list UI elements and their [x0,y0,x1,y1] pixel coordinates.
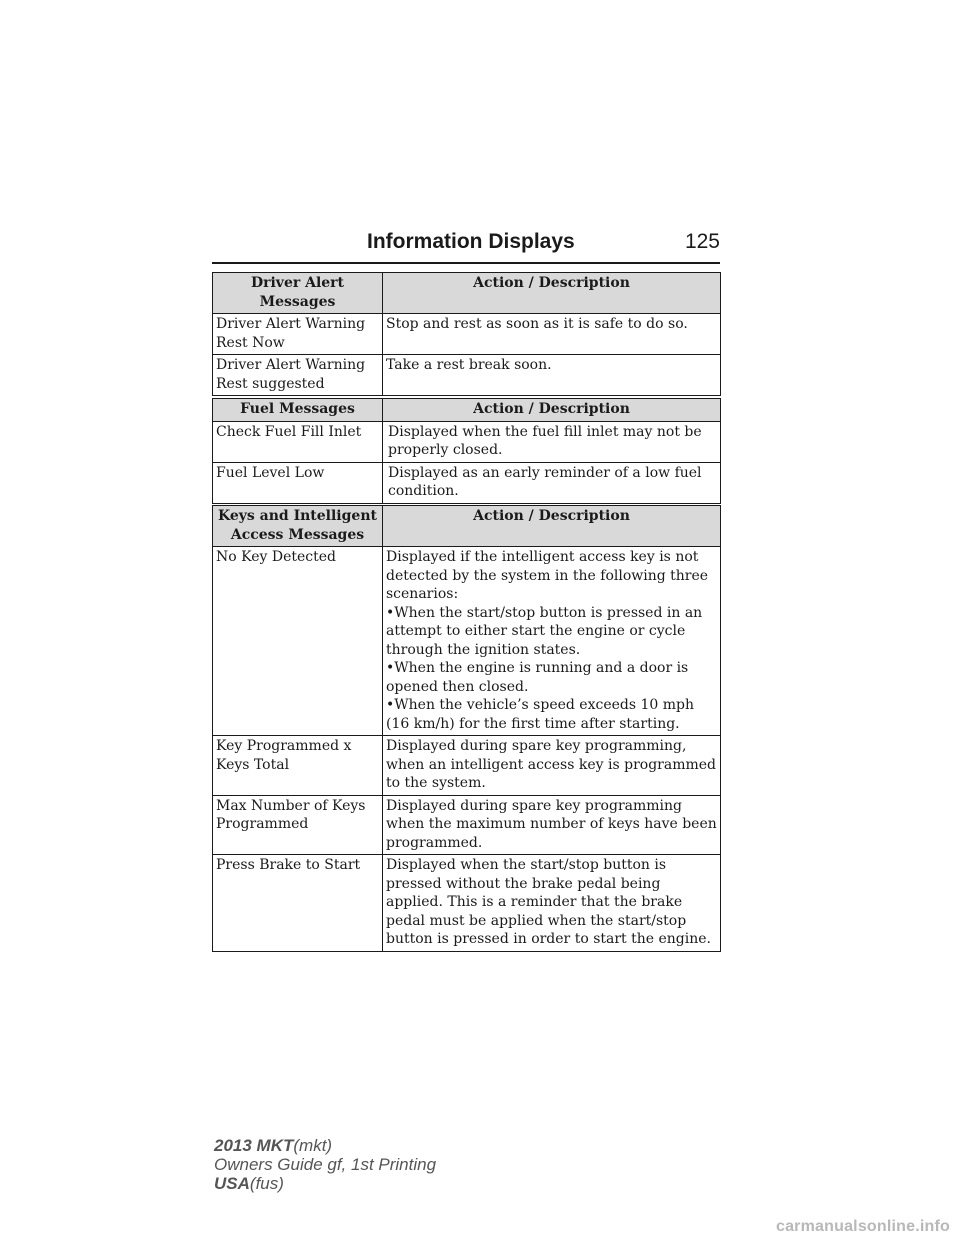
description-text: Displayed if the intelligent access key is not detected by the system in the following three scenarios: [386,549,709,602]
footer-market-code: (fus) [249,1174,284,1193]
footer-line-market [214,1174,436,1193]
description-cell [383,421,721,462]
description-cell: Displayed when the start/stop button is pressed without the brake pedal being applied. This is a reminder that the brake pedal must be applied when the start/stop button is pressed in order to start the engine. [383,855,721,952]
description-text: Displayed when the fuel fill inlet may not be properly closed. [388,423,702,458]
column-header-messages: Driver Alert Messages [213,273,383,314]
table-row [213,795,721,855]
description-cell: Displayed during spare key programming, when an intelligent access key is programmed to the system. [383,736,721,796]
column-header-description: Action / Description [383,399,721,422]
bullet-item: •When the vehicle’s speed exceeds 10 mph (16 km/h) for the first time after starting. [386,697,695,732]
page-number: 125 [684,230,720,253]
table-row [213,355,721,396]
message-cell: Press Brake to Start [213,855,383,952]
footer-model: 2013 MKT [214,1136,294,1155]
column-header-messages: Keys and Intelligent Access Messages [213,506,383,547]
document-footer [214,1136,436,1193]
message-cell: Driver Alert Warning Rest Now [213,314,383,355]
keys-messages-table [212,505,721,952]
bullet-item: •When the engine is running and a door is opened then closed. [386,660,689,695]
footer-line-guide: Owners Guide gf, 1st Printing [214,1155,437,1174]
table-row [213,855,721,952]
message-cell: Check Fuel Fill Inlet [213,421,383,462]
message-cell: Driver Alert Warning Rest suggested [213,355,383,396]
bullet-item: •When the start/stop button is pressed in an attempt to either start the engine or cycle through the ignition states. [386,604,703,658]
watermark: carmanualsonline.info [775,1218,950,1235]
table-row [213,547,721,736]
description-cell [383,547,721,736]
table-header-row [213,273,721,314]
table-row [213,314,721,355]
message-cell: Max Number of Keys Programmed [213,795,383,855]
table-header-row [213,506,721,547]
footer-market: USA [214,1174,250,1193]
column-header-description: Action / Description [383,273,721,314]
footer-line-model [214,1136,436,1155]
description-cell: Displayed during spare key programming when the maximum number of keys have been programmed. [383,795,721,855]
table-row [213,736,721,796]
description-cell: Take a rest break soon. [383,355,721,396]
table-row [213,462,721,503]
table-row [213,421,721,462]
description-cell: Stop and rest as soon as it is safe to do so. [383,314,721,355]
description-cell: Displayed as an early reminder of a low fuel condition. [383,462,721,503]
section-title: Information Displays [367,230,575,253]
message-cell: Key Programmed x Keys Total [213,736,383,796]
message-cell: No Key Detected [213,547,383,736]
footer-model-code: (mkt) [293,1136,333,1155]
fuel-messages-table [212,398,721,504]
message-cell: Fuel Level Low [213,462,383,503]
page-header [212,228,720,264]
table-header-row [213,399,721,422]
column-header-messages: Fuel Messages [213,399,383,422]
driver-alert-table [212,272,721,396]
column-header-description: Action / Description [383,506,721,547]
